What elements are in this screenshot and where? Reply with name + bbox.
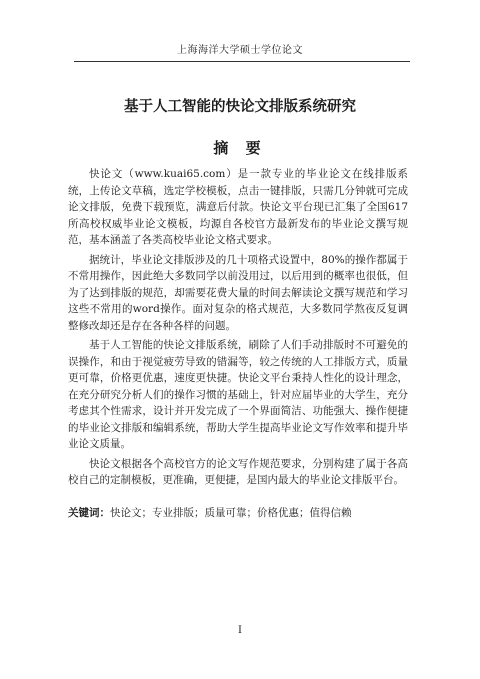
keywords-text: 快论文；专业排版；质量可靠；价格优惠；值得信赖 [110, 506, 352, 519]
running-header: 上海海洋大学硕士学位论文 [177, 45, 303, 56]
abstract-body [68, 166, 408, 521]
abstract-paragraph-3: 基于人工智能的快论文排版系统，刷除了人们手动排版时不可避免的误操作，和由于视觉疲劳导致的错漏等，较之传统的人工排版方式，质量更可靠，价格更优惠，速度更快捷。快论文平台秉持人性化的设计理念，在充分研究分析人们的操作习惯的基础上，针对应届毕业的大学生，充分考虑其个性需求，设计并开发完成了一个界面简洁、功能强大、操作便捷的毕业论文排版和编辑系统，帮助大学生提高毕业论文写作效率和提升毕业论文质量。 [68, 339, 408, 450]
header-rule [74, 61, 410, 62]
document-title: 基于人工智能的快论文排版系统研究 [124, 99, 356, 115]
abstract-paragraph-1: 快论文（www.kuai65.com）是一款专业的毕业论文在线排版系统，上传论文草稿，选定学校模板，点击一键排版，只需几分钟就可完成论文排版，免费下载预览，满意后付款。快论文平台现已汇集了全国617所高校权威毕业论文模板，均源自各校官方最新发布的毕业论文撰写规范，基本涵盖了各类高校毕业论文格式要求。 [68, 168, 408, 246]
abstract-paragraph-2: 据统计，毕业论文排版涉及的几十项格式设置中，80%的操作都属于不常用操作，因此绝大多数同学以前没用过，以后用到的概率也很低，但为了达到排版的规范，却需要花费大量的时间去解读论文撰写规范和学习这些不常用的word操作。面对复杂的格式规范，大多数同学熬夜反复调整修改却还是存在各种各样的问题。 [68, 253, 408, 332]
page-number: I [238, 625, 242, 636]
abstract-heading: 摘 要 [213, 139, 267, 157]
abstract-paragraph-4: 快论文根据各个高校官方的论文写作规范要求，分别构建了属于各高校自己的定制模板，更准确，更便捷，是国内最大的毕业论文排版平台。 [68, 457, 408, 486]
keywords-line [68, 505, 408, 521]
keywords-label: 关键词： [68, 506, 110, 519]
